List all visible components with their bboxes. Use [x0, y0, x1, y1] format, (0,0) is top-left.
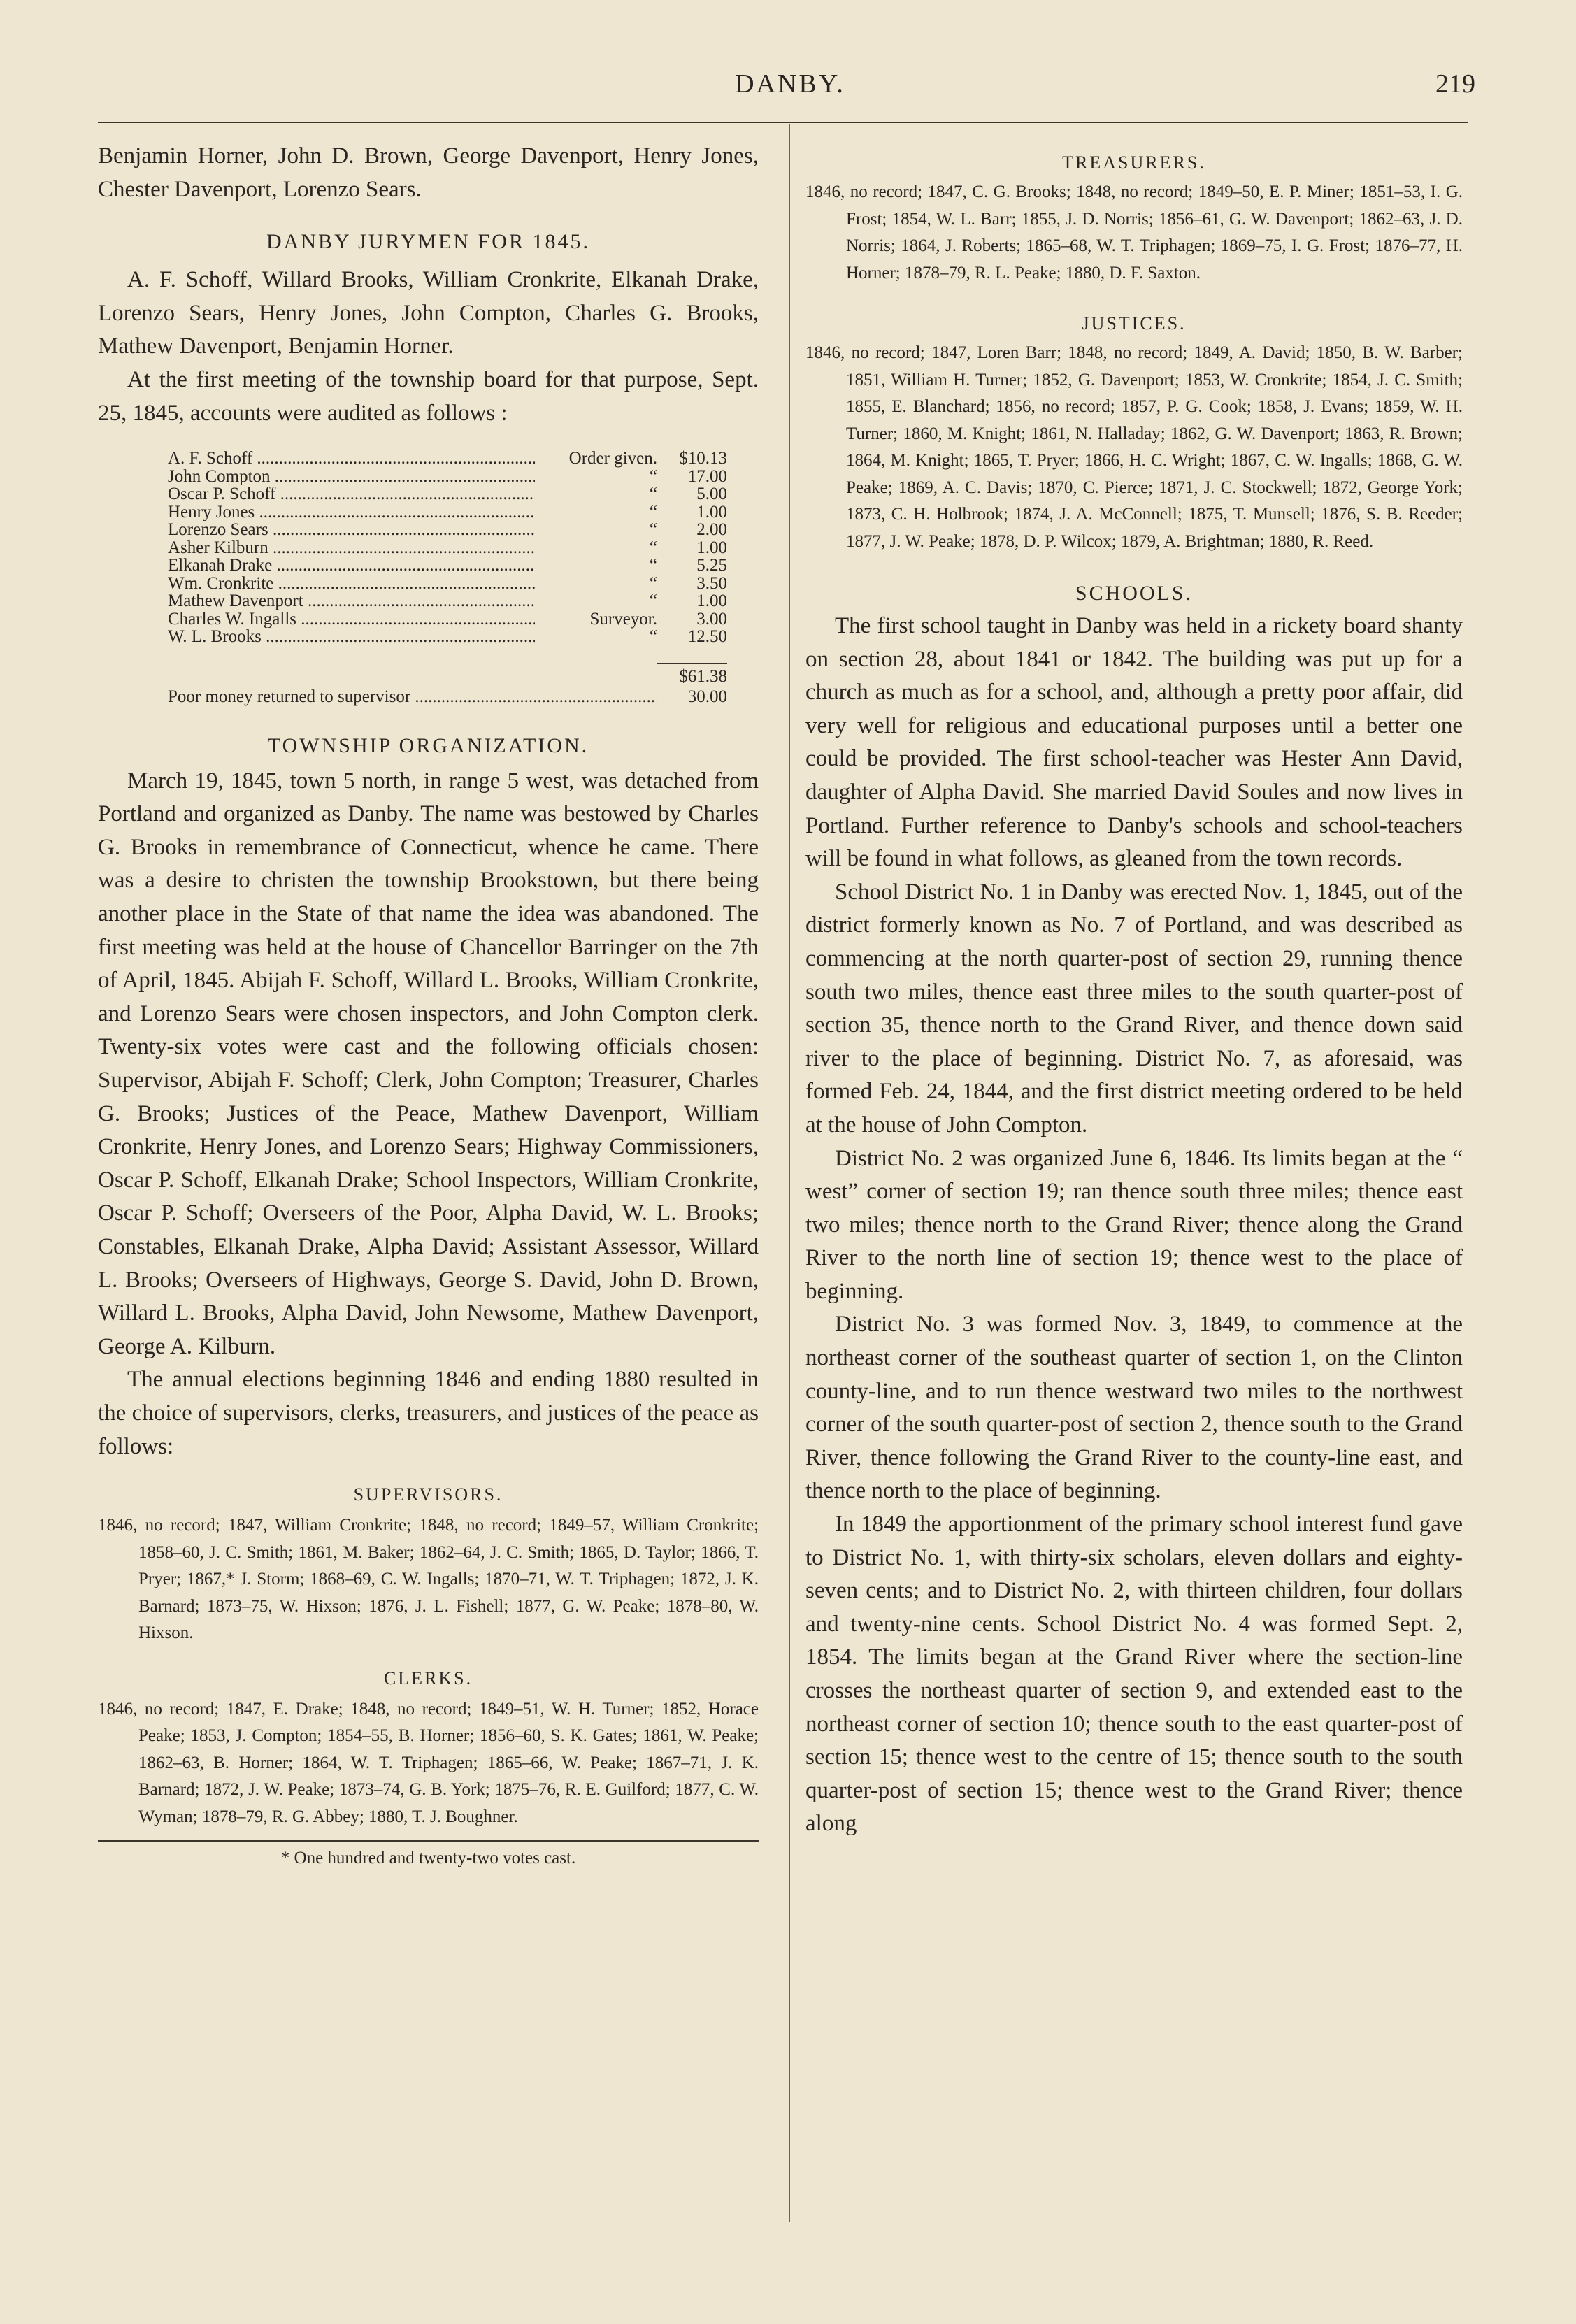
poor-money-amount: 30.00: [687, 687, 727, 707]
account-name: Mathew Davenport .....: [168, 592, 535, 610]
account-amount: 5.25: [696, 556, 727, 575]
treasurers-list: 1846, no record; 1847, C. G. Brooks; 1848, no record; 1849–50, E. P. Miner; 1851–53, I. G. Frost; 1854, W. L. Barr; 1855, J. D. Norris; 1856–61, G. W. Davenport; 1862–63, J. D. Norris; 1864, J. Roberts; 1865–68, W. T. Triphagen; 1869–75, I. G. Frost; 1876–77, H. Horner; 1878–79, R. L. Peake; 1880, D. F. Saxton.: [805, 182, 1463, 282]
account-amount: 1.00: [696, 502, 727, 522]
account-amount: 1.00: [696, 538, 727, 557]
schools-paragraph-4: District No. 3 was formed Nov. 3, 1849, to commence at the northeast corner of the southeast quarter of section 1, on the Clinton county-line, and to run thence westward two miles to the northwest corner of the south quarter-post of section 2, thence south to the Grand River, thence following the Grand River to the county-line east, and thence north to the place of beginning.: [805, 1312, 1463, 1504]
accounts-total-row: [168, 663, 727, 686]
account-note: “: [649, 573, 657, 593]
account-name: Henry Jones .....: [168, 503, 535, 522]
account-note: “: [649, 627, 657, 647]
account-name: Wm. Cronkrite .....: [168, 575, 535, 593]
account-name: W. L. Brooks .....: [168, 628, 535, 646]
organization-paragraph: March 19, 1845, town 5 north, in range 5 west, was detached from Portland and organized as Danby. The name was bestowed by Charles G. Brooks in remembrance of Connecticut, whence he came. There was a desire to christen the township Brookstown, but there being another place in the State of that name the idea was abandoned. The first meeting was held at the house of Chancellor Barringer on the 7th of April, 1845. Abijah F. Schoff, Willard L. Brooks, William Cronkrite, and Lorenzo Sears were chosen inspectors, and John Compton clerk. Twenty-six votes were cast and the following officials chosen: Supervisor, Abijah F. Schoff; Clerk, John Compton; Treasurer, Charles G. Brooks; Justices of the Peace, Mathew Davenport, William Cronkrite, Henry Jones, and Lorenzo Sears; Highway Commissioners, Oscar P. Schoff, Elkanah Drake; School Inspectors, William Cronkrite, Oscar P. Schoff; Overseers of the Poor, Alpha David, W. L. Brooks; Constables, Elkanah Drake, Alpha David; Assistant Assessor, Willard L. Brooks; Overseers of Highways, George S. David, John D. Brown, Willard L. Brooks, Alpha David, John Newsome, Mathew Davenport, George A. Kilburn.: [98, 768, 759, 1359]
clerks-heading: CLERKS.: [383, 1667, 473, 1688]
meeting-paragraph: At the first meeting of the township board for that purpose, Sept. 25, 1845, accounts were audited as follows :: [98, 366, 759, 426]
running-title: DANBY.: [735, 69, 845, 99]
account-name: Asher Kilburn .....: [168, 539, 535, 557]
account-row: [168, 575, 727, 593]
account-row: [168, 610, 727, 629]
schools-paragraph-3: District No. 2 was organized June 6, 1846. Its limits began at the “ west” corner of section 19; ran thence south three miles; thence east two miles; thence north to the Grand River; thence along the Grand River to the north line of section 19; thence west to the place of beginning.: [805, 1145, 1463, 1304]
account-row: [168, 468, 727, 486]
supervisors-list: 1846, no record; 1847, William Cronkrite; 1848, no record; 1849–57, William Cronkrite; 1858–60, J. C. Smith; 1861, M. Baker; 1862–64, J. C. Smith; 1865, D. Taylor; 1866, T. Pryer; 1867,* J. Storm; 1868–69, C. W. Ingalls; 1870–71, W. T. Triphagen; 1872, J. K. Barnard; 1873–75, W. Hixson; 1876, J. L. Fishell; 1877, G. W. Peake; 1878–80, W. Hixson.: [98, 1516, 759, 1643]
jurymen-heading: DANBY JURYMEN FOR 1845.: [266, 230, 590, 254]
footnote-rule: [98, 1840, 759, 1842]
account-row: [168, 450, 727, 468]
page-header: [105, 69, 1475, 117]
account-amount: 1.00: [696, 591, 727, 611]
account-note: “: [649, 485, 657, 504]
accounts-table: [168, 450, 727, 706]
account-row: [168, 521, 727, 539]
account-row: [168, 592, 727, 610]
account-note: “: [649, 466, 657, 486]
schools-paragraph-5: In 1849 the apportionment of the primary school interest fund gave to District No. 1, with thirty-six scholars, eleven dollars and eighty-seven cents; and to District No. 2, with thirteen children, four dollars and twenty-nine cents. School District No. 4 was formed Sept. 2, 1854. The limits began at the Grand River where the section-line crosses the northeast quarter of section 9, and extended east to the northeast corner of section 10; thence south to the east quarter-post of section 15; thence west to the centre of 15; thence south to the south quarter-post of section 15; thence west to the Grand River; thence along: [805, 1512, 1463, 1837]
account-amount: 12.50: [687, 627, 727, 647]
account-name: A. F. Schoff .....: [168, 450, 535, 468]
column-divider: [789, 124, 790, 2222]
account-row: [168, 628, 727, 646]
account-name: John Compton .....: [168, 468, 535, 486]
schools-paragraph-1: The first school taught in Danby was held in a rickety board shanty on section 28, about 1841 or 1842. The building was put up for a church as much as for a school, and, although a pretty poor affair, did very well for religious and educational purposes until a better one could be provided. The first school-teacher was Hester Ann David, daughter of Alpha David. She married David Soules and now lives in Portland. Further reference to Danby's schools and school-teachers will be found in what follows, as gleaned from the town records.: [805, 613, 1463, 872]
account-name: Oscar P. Schoff .....: [168, 485, 535, 503]
account-row: [168, 503, 727, 522]
accounts-total: $61.38: [657, 663, 727, 686]
footnote: * One hundred and twenty-two votes cast.: [280, 1849, 576, 1868]
right-column: [805, 140, 1463, 1841]
account-note: Surveyor.: [589, 609, 657, 629]
justices-heading: JUSTICES.: [1082, 313, 1187, 333]
organization-heading: TOWNSHIP ORGANIZATION.: [267, 733, 589, 757]
schools-paragraph-2: School District No. 1 in Danby was erected Nov. 1, 1845, out of the district formerly known as No. 7 of Portland, and was described as commencing at the north quarter-post of section 29, running thence south two miles, thence east three miles to the south quarter-post of section 35, thence north to the Grand River, and thence down said river to the place of beginning. District No. 7, as aforesaid, was formed Feb. 24, 1844, and the first district meeting ordered to be held at the house of John Compton.: [805, 879, 1463, 1138]
supervisors-heading: SUPERVISORS.: [353, 1484, 503, 1505]
account-name: Elkanah Drake .....: [168, 557, 535, 575]
intro-paragraph: Benjamin Horner, John D. Brown, George Davenport, Henry Jones, Chester Davenport, Lorenzo Sears.: [98, 143, 759, 202]
account-note: “: [649, 502, 657, 522]
justices-list: 1846, no record; 1847, Loren Barr; 1848, no record; 1849, A. David; 1850, B. W. Barber; 1851, William H. Turner; 1852, G. Davenport; 1853, W. Cronkrite; 1854, J. C. Smith; 1855, E. Blanchard; 1856, no record; 1857, P. G. Cook; 1858, J. Evans; 1859, W. H. Turner; 1860, M. Knight; 1861, N. Halladay; 1862, G. W. Davenport; 1863, R. Brown; 1864, M. Knight; 1865, T. Pryer; 1866, H. C. Wright; 1867, C. W. Ingalls; 1868, G. W. Peake; 1869, A. C. Davis; 1870, C. Pierce; 1871, J. C. Stockwell; 1872, George York; 1873, C. H. Holbrook; 1874, J. A. McConnell; 1875, T. Munsell; 1876, S. B. Reeder; 1877, J. W. Peake; 1878, D. P. Wilcox; 1879, A. Brightman; 1880, R. Reed.: [805, 343, 1463, 551]
schools-heading: SCHOOLS.: [1075, 582, 1194, 605]
account-note: “: [649, 591, 657, 611]
elections-paragraph: The annual elections beginning 1846 and ending 1880 resulted in the choice of supervisors, clerks, treasurers, and justices of the peace as follows:: [98, 1367, 759, 1459]
account-amount: 5.00: [696, 485, 727, 504]
account-note: “: [649, 538, 657, 557]
left-column: [98, 140, 759, 1868]
account-amount: 3.50: [696, 573, 727, 593]
account-amount: 17.00: [687, 466, 727, 486]
account-name: Charles W. Ingalls .....: [168, 610, 535, 629]
account-row: [168, 539, 727, 557]
clerks-list: 1846, no record; 1847, E. Drake; 1848, no record; 1849–51, W. H. Turner; 1852, Horace Peake; 1853, J. Compton; 1854–55, B. Horner; 1856–60, S. K. Gates; 1861, W. Peake; 1862–63, B. Horner; 1864, W. T. Triphagen; 1865–66, W. Peake; 1867–71, J. K. Barnard; 1872, J. W. Peake; 1873–74, G. B. York; 1875–76, R. E. Guilford; 1877, C. W. Wyman; 1878–79, R. G. Abbey; 1880, T. J. Boughner.: [98, 1699, 759, 1826]
account-amount: $10.13: [679, 449, 727, 468]
account-amount: 3.00: [696, 609, 727, 629]
treasurers-heading: TREASURERS.: [1062, 152, 1206, 173]
account-note: “: [649, 556, 657, 575]
poor-money-row: [168, 688, 727, 706]
account-note: Order given.: [568, 449, 657, 468]
jurymen-paragraph: A. F. Schoff, Willard Brooks, William Cronkrite, Elkanah Drake, Lorenzo Sears, Henry Jones, John Compton, Charles G. Brooks, Mathew Davenport, Benjamin Horner.: [98, 267, 759, 359]
header-rule: [98, 122, 1468, 123]
account-amount: 2.00: [696, 520, 727, 540]
page-number: 219: [1435, 69, 1475, 99]
account-name: Lorenzo Sears .....: [168, 521, 535, 539]
poor-money-label: Poor money returned to supervisor .....: [168, 688, 657, 706]
account-note: “: [649, 520, 657, 540]
account-row: [168, 485, 727, 503]
account-row: [168, 557, 727, 575]
